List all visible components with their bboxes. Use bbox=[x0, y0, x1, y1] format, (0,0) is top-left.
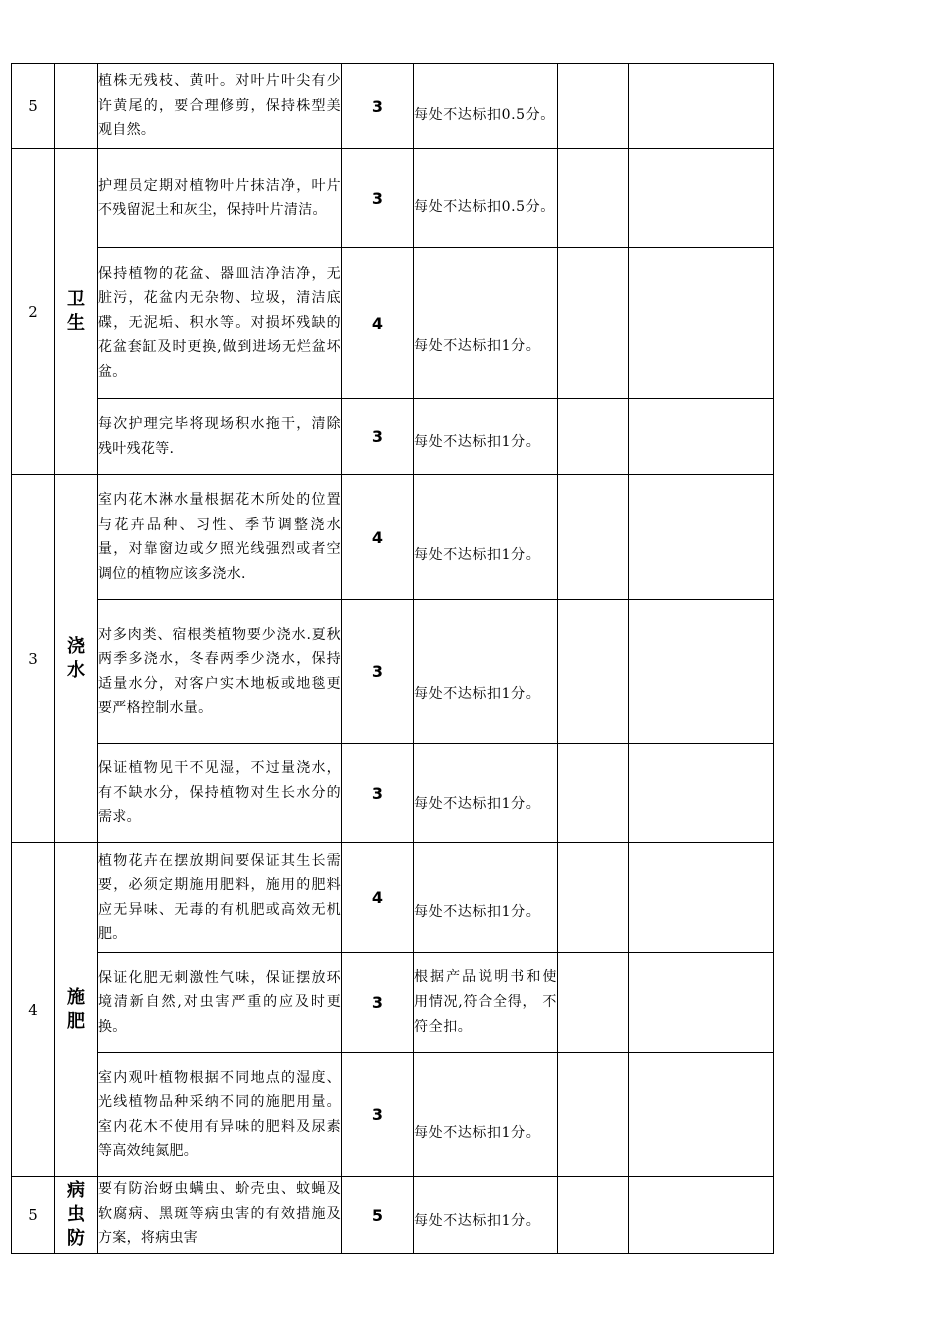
blank-cell bbox=[558, 149, 629, 248]
standard-cell bbox=[414, 600, 558, 744]
standard-cell bbox=[414, 953, 558, 1053]
standard-text: 每处不达标扣1分。 bbox=[414, 686, 541, 702]
score-cell: 3 bbox=[342, 600, 414, 744]
score-cell: 3 bbox=[342, 149, 414, 248]
table-row bbox=[12, 475, 774, 600]
standard-cell bbox=[414, 475, 558, 600]
blank-cell bbox=[629, 600, 774, 744]
requirement-cell: 保证植物见干不见湿，不过量浇水，有不缺水分，保持植物对生长水分的需求。 bbox=[98, 744, 342, 843]
requirement-cell: 室内花木淋水量根据花木所处的位置与花卉品种、习性、季节调整浇水量，对靠窗边或夕照光线强烈或者空调位的植物应该多浇水. bbox=[98, 475, 342, 600]
blank-cell bbox=[629, 744, 774, 843]
standard-cell bbox=[414, 399, 558, 475]
category-label: 病虫防 bbox=[67, 1180, 85, 1249]
blank-cell bbox=[629, 64, 774, 149]
requirement-cell: 每次护理完毕将现场积水拖干，清除残叶残花等. bbox=[98, 399, 342, 475]
standard-text: 每处不达标扣1分。 bbox=[414, 1212, 541, 1229]
standard-text: 每处不达标扣1分。 bbox=[414, 1124, 541, 1141]
category-cell bbox=[55, 1177, 98, 1254]
table-row bbox=[12, 248, 774, 399]
blank-cell bbox=[558, 64, 629, 149]
score-cell: 3 bbox=[342, 953, 414, 1053]
blank-cell bbox=[629, 953, 774, 1053]
item-number: 3 bbox=[12, 475, 55, 843]
blank-cell bbox=[558, 1177, 629, 1254]
requirement-cell: 对多肉类、宿根类植物要少浇水.夏秋两季多浇水，冬春两季少浇水，保持适量水分，对客户实木地板或地毯更要严格控制水量。 bbox=[98, 600, 342, 744]
score-cell: 3 bbox=[342, 744, 414, 843]
category-label: 卫生 bbox=[67, 288, 85, 334]
requirement-cell: 室内观叶植物根据不同地点的湿度、光线植物品种采纳不同的施肥用量。室内花木不使用有异味的肥料及尿素等高效纯氮肥。 bbox=[98, 1053, 342, 1177]
table-row bbox=[12, 953, 774, 1053]
table-row bbox=[12, 744, 774, 843]
standard-text: 每处不达标扣1分。 bbox=[414, 338, 541, 354]
table-row bbox=[12, 64, 774, 149]
category-cell bbox=[55, 475, 98, 843]
table-row bbox=[12, 843, 774, 953]
category-label: 施肥 bbox=[67, 986, 85, 1032]
table-row bbox=[12, 149, 774, 248]
standard-text: 每处不达标扣1分。 bbox=[414, 796, 541, 812]
item-number: 5 bbox=[12, 1177, 55, 1254]
table-row bbox=[12, 399, 774, 475]
requirement-cell: 植株无残枝、黄叶。对叶片叶尖有少许黄尾的，要合理修剪，保持株型美观自然。 bbox=[98, 64, 342, 149]
blank-cell bbox=[558, 399, 629, 475]
blank-cell bbox=[558, 475, 629, 600]
standard-cell bbox=[414, 1053, 558, 1177]
blank-cell bbox=[629, 843, 774, 953]
blank-cell bbox=[629, 248, 774, 399]
blank-cell bbox=[629, 149, 774, 248]
blank-cell bbox=[629, 399, 774, 475]
requirement-cell: 保证化肥无刺激性气味，保证摆放环境清新自然,对虫害严重的应及时更换。 bbox=[98, 953, 342, 1053]
standard-cell bbox=[414, 248, 558, 399]
requirement-cell: 护理员定期对植物叶片抹洁净，叶片不残留泥土和灰尘，保持叶片清洁。 bbox=[98, 149, 342, 248]
standard-cell bbox=[414, 1177, 558, 1254]
category-cell bbox=[55, 64, 98, 149]
category-label: 浇水 bbox=[67, 635, 85, 681]
standard-text: 根据产品说明书和使用情况,符合全得， 不符全扣。 bbox=[414, 969, 557, 1035]
blank-cell bbox=[558, 843, 629, 953]
score-cell: 3 bbox=[342, 399, 414, 475]
requirement-cell: 要有防治蚜虫螨虫、蚧壳虫、蚊蝇及软腐病、黑斑等病虫害的有效措施及方案，将病虫害 bbox=[98, 1177, 342, 1254]
score-cell: 3 bbox=[342, 64, 414, 149]
item-number: 2 bbox=[12, 149, 55, 475]
blank-cell bbox=[558, 744, 629, 843]
score-cell: 5 bbox=[342, 1177, 414, 1254]
score-cell: 4 bbox=[342, 475, 414, 600]
evaluation-table bbox=[11, 63, 774, 1254]
standard-cell bbox=[414, 64, 558, 149]
category-cell bbox=[55, 843, 98, 1177]
score-cell: 4 bbox=[342, 843, 414, 953]
standard-text: 每处不达标扣1分。 bbox=[414, 434, 541, 450]
item-number: 4 bbox=[12, 843, 55, 1177]
standard-cell bbox=[414, 744, 558, 843]
score-cell: 3 bbox=[342, 1053, 414, 1177]
blank-cell bbox=[558, 953, 629, 1053]
table-row bbox=[12, 1053, 774, 1177]
requirement-cell: 植物花卉在摆放期间要保证其生长需要，必须定期施用肥料，施用的肥料应无异味、无毒的有机肥或高效无机肥。 bbox=[98, 843, 342, 953]
requirement-cell: 保持植物的花盆、器皿洁净洁净，无脏污，花盆内无杂物、垃圾，清洁底碟，无泥垢、积水等。对损坏残缺的花盆套缸及时更换,做到进场无烂盆坏盆。 bbox=[98, 248, 342, 399]
standard-text: 每处不达标扣0.5分。 bbox=[414, 106, 555, 123]
blank-cell bbox=[629, 1053, 774, 1177]
blank-cell bbox=[629, 1177, 774, 1254]
blank-cell bbox=[629, 475, 774, 600]
standard-cell bbox=[414, 843, 558, 953]
table-row bbox=[12, 600, 774, 744]
blank-cell bbox=[558, 248, 629, 399]
table-row bbox=[12, 1177, 774, 1254]
blank-cell bbox=[558, 600, 629, 744]
standard-text: 每处不达标扣1分。 bbox=[414, 904, 541, 920]
blank-cell bbox=[558, 1053, 629, 1177]
item-number: 5 bbox=[12, 64, 55, 149]
score-cell: 4 bbox=[342, 248, 414, 399]
standard-text: 每处不达标扣0.5分。 bbox=[414, 198, 555, 215]
standard-text: 每处不达标扣1分。 bbox=[414, 547, 541, 563]
category-cell bbox=[55, 149, 98, 475]
standard-cell bbox=[414, 149, 558, 248]
